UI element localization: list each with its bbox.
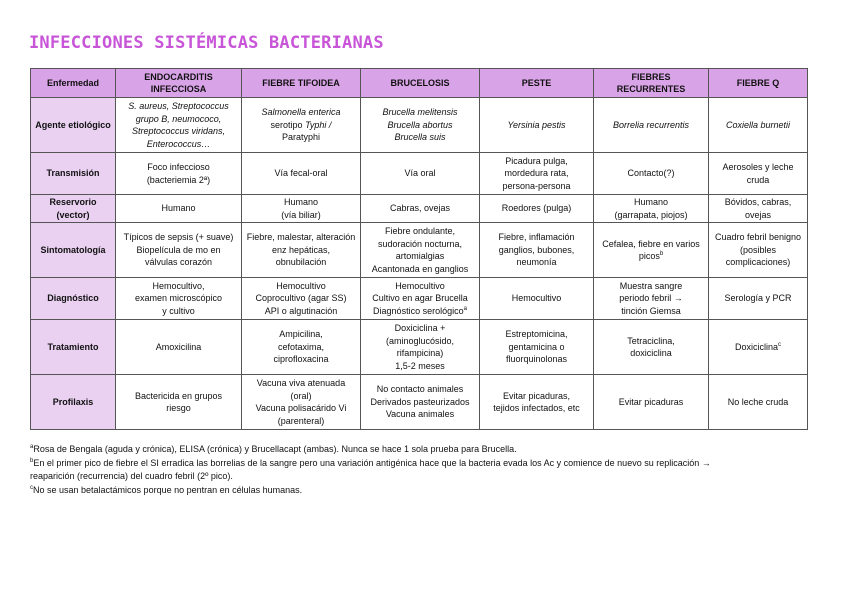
- cell-text: Bactericida en grupos: [134, 390, 223, 401]
- cell-text: Hemocultivo: [395, 280, 445, 291]
- cell-sintomatologia-tifoidea: Fiebre, malestar, alteración enz hepáticas, obnubilación: [242, 223, 361, 278]
- cell-agente-tifoidea: [242, 98, 361, 153]
- cell-text: serotipo: [270, 119, 303, 130]
- cell-text: (bacteriemia 2ª): [146, 174, 211, 185]
- row-profilaxis: [31, 375, 808, 430]
- cell-text: examen microscópico: [134, 293, 223, 304]
- row-label-sintomatologia: Sintomatología: [31, 223, 116, 278]
- cell-diagnostico-brucelosis: [361, 278, 480, 320]
- cell-diagnostico-fiebreq: Serología y PCR: [709, 278, 808, 320]
- cell-text: Coprocultivo (agar SS): [255, 293, 347, 304]
- cell-transmision-peste: [480, 153, 594, 195]
- row-tratamiento: [31, 320, 808, 375]
- footnote-text-b: En el primer pico de fiebre el SI erradica las borrelias de la sangre pero una variación antigénica hace que la bacteria evada los Ac y comience de nuevo su replicación →: [33, 457, 711, 468]
- cell-text: Brucella suis: [394, 132, 446, 143]
- cell-text: Salmonella enterica: [261, 107, 341, 118]
- cell-sintomatologia-fiebreq: Cuadro febril benigno (posibles complicaciones): [709, 223, 808, 278]
- infections-table: [30, 68, 808, 430]
- footnote-b: [30, 457, 810, 471]
- cell-profilaxis-peste: [480, 375, 594, 430]
- cell-text: gentamicina o: [508, 341, 565, 352]
- cell-agente-peste: Yersinia pestis: [480, 98, 594, 153]
- footnote-a: [30, 443, 810, 457]
- cell-text: Acantonada en ganglios: [371, 263, 469, 274]
- cell-text: Vacuna animales: [385, 409, 455, 420]
- footnote-ref-c: c: [778, 341, 781, 348]
- cell-text: Brucella melitensis: [382, 107, 458, 118]
- cell-tratamiento-tifoidea: [242, 320, 361, 375]
- cell-text: Estreptomicina,: [505, 329, 568, 340]
- cell-text: mordedura rata,: [504, 168, 569, 179]
- cell-text: ciprofloxacina: [273, 354, 329, 365]
- cell-text: 1,5-2 meses: [395, 360, 445, 371]
- cell-text: ovejas: [744, 209, 771, 220]
- cell-text: Tetraciclina,: [627, 335, 675, 346]
- row-agente: [31, 98, 808, 153]
- cell-agente-brucelosis: [361, 98, 480, 153]
- cell-text: No contacto animales: [376, 384, 464, 395]
- header-fiebre-tifoidea: FIEBRE TIFOIDEA: [242, 69, 361, 98]
- cell-sintomatologia-peste: Fiebre, inflamación ganglios, bubones, neumonía: [480, 223, 594, 278]
- cell-text: cruda: [746, 174, 770, 185]
- cell-profilaxis-tifoidea: [242, 375, 361, 430]
- cell-text: rifampicina): [396, 348, 444, 358]
- cell-text: periodo febril →: [619, 293, 683, 304]
- cell-text: (garrapata, piojos): [614, 209, 688, 220]
- row-label-tratamiento: Tratamiento: [31, 320, 116, 375]
- cell-reservorio-fiebreq: [709, 195, 808, 223]
- cell-diagnostico-endocarditis: [116, 278, 242, 320]
- header-fiebres-recurrentes: FIEBRES RECURRENTES: [594, 69, 709, 98]
- page-title: INFECCIONES SISTÉMICAS BACTERIANAS: [29, 33, 384, 53]
- cell-reservorio-brucelosis: Cabras, ovejas: [361, 195, 480, 223]
- cell-text: Biopelícula de mo en válvulas corazón: [136, 244, 221, 268]
- cell-diagnostico-recurrentes: [594, 278, 709, 320]
- footnote-ref-a: a: [463, 305, 467, 312]
- cell-text: Foco infeccioso: [147, 162, 210, 172]
- cell-sintomatologia-endocarditis: [116, 223, 242, 278]
- cell-text: Muestra sangre: [619, 280, 683, 291]
- row-label-diagnostico: Diagnóstico: [31, 278, 116, 320]
- cell-text: Hemocultivo,: [152, 280, 205, 291]
- cell-transmision-brucelosis: Vía oral: [361, 153, 480, 195]
- footnotes: [30, 443, 810, 497]
- cell-text: Aerosoles y leche: [722, 162, 794, 172]
- row-label-transmision: Transmisión: [31, 153, 116, 195]
- cell-text: Humano: [283, 197, 319, 207]
- header-row: [31, 69, 808, 98]
- cell-text: (parenteral): [277, 415, 325, 426]
- cell-text: persona-persona: [502, 180, 571, 191]
- footnote-b-continued: reaparición (recurrencia) del cuadro febril (2º pico).: [30, 471, 233, 481]
- cell-text: cefotaxima,: [277, 341, 325, 352]
- cell-text: tejidos infectados, etc: [493, 403, 580, 413]
- cell-text: Derivados pasteurizados: [370, 396, 470, 407]
- cell-sintomatologia-brucelosis: [361, 223, 480, 278]
- cell-transmision-endocarditis: [116, 153, 242, 195]
- cell-text: Doxiciclina +: [394, 323, 446, 333]
- cell-text: fluorquinolonas: [505, 354, 568, 365]
- footnote-text-c: No se usan betalactámicos porque no pentran en células humanas.: [33, 484, 303, 495]
- cell-text: Brucella abortus: [387, 119, 453, 130]
- cell-text: Diagnóstico serológico: [373, 305, 464, 316]
- header-endocarditis: ENDOCARDITIS INFECCIOSA: [116, 69, 242, 98]
- cell-profilaxis-endocarditis: [116, 375, 242, 430]
- row-diagnostico: [31, 278, 808, 320]
- row-label-agente: Agente etiológico: [31, 98, 116, 153]
- footnote-mark-a: a: [30, 444, 34, 450]
- cell-text: Vacuna viva atenuada: [256, 378, 346, 388]
- footnote-mark-b: b: [30, 457, 34, 464]
- footnote-mark-c: c: [30, 484, 33, 491]
- cell-text: Evitar picaduras,: [502, 390, 571, 401]
- cell-text: Cultivo en agar Brucella: [372, 293, 468, 304]
- cell-text: riesgo: [166, 403, 191, 413]
- cell-tratamiento-brucelosis: [361, 320, 480, 375]
- cell-text: tinción Giemsa: [621, 305, 681, 316]
- row-sintomatologia: [31, 223, 808, 278]
- cell-text: API o algutinación: [264, 305, 338, 316]
- cell-reservorio-peste: Roedores (pulga): [480, 195, 594, 223]
- cell-text: Ampicilina,: [279, 329, 323, 340]
- cell-agente-recurrentes: Borrelia recurrentis: [594, 98, 709, 153]
- cell-text: Bóvidos, cabras,: [724, 197, 792, 207]
- cell-text: Doxiciclina: [734, 341, 778, 352]
- cell-text: Fiebre ondulante, sudoración nocturna, artomialgias: [377, 226, 463, 261]
- cell-profilaxis-brucelosis: [361, 375, 480, 430]
- cell-text-with-ref: [365, 305, 475, 318]
- cell-transmision-fiebreq: [709, 153, 808, 195]
- cell-text: Vacuna polisacárido Vi: [255, 403, 347, 413]
- footnote-text-a: Rosa de Bengala (aguda y crónica), ELISA (crónica) y Brucellacapt (ambas). Nunca se hace 1 sola prueba para Brucella.: [33, 444, 517, 454]
- cell-text: Cefalea, fiebre en varios picos: [602, 238, 700, 261]
- cell-profilaxis-fiebreq: No leche cruda: [709, 375, 808, 430]
- cell-text: Paratyphi: [281, 132, 321, 143]
- cell-transmision-recurrentes: Contacto(?): [594, 153, 709, 195]
- cell-reservorio-endocarditis: Humano: [116, 195, 242, 223]
- cell-diagnostico-peste: Hemocultivo: [480, 278, 594, 320]
- cell-text: Humano: [633, 197, 669, 207]
- cell-text: (vía biliar): [281, 209, 321, 220]
- cell-sintomatologia-recurrentes: [594, 223, 709, 278]
- header-enfermedad: Enfermedad: [31, 69, 116, 98]
- cell-text: Hemocultivo: [276, 280, 326, 291]
- cell-tratamiento-endocarditis: Amoxicilina: [116, 320, 242, 375]
- cell-text: Typhi /: [305, 119, 332, 130]
- cell-reservorio-tifoidea: [242, 195, 361, 223]
- footnote-c: [30, 484, 810, 498]
- row-label-reservorio: Reservorio (vector): [31, 195, 116, 223]
- cell-tratamiento-fiebreq: [709, 320, 808, 375]
- cell-profilaxis-recurrentes: Evitar picaduras: [594, 375, 709, 430]
- header-peste: PESTE: [480, 69, 594, 98]
- cell-text: doxiciclina: [630, 348, 672, 358]
- cell-transmision-tifoidea: Vía fecal-oral: [242, 153, 361, 195]
- row-label-profilaxis: Profilaxis: [31, 375, 116, 430]
- footnote-ref-b: b: [659, 251, 664, 257]
- cell-agente-endocarditis: S. aureus, Streptococcus grupo B, neumococo, Streptococcus viridans, Enterococcus…: [116, 98, 242, 153]
- cell-reservorio-recurrentes: [594, 195, 709, 223]
- header-brucelosis: BRUCELOSIS: [361, 69, 480, 98]
- header-fiebre-q: FIEBRE Q: [709, 69, 808, 98]
- cell-agente-fiebreq: Coxiella burnetii: [709, 98, 808, 153]
- cell-text: (aminoglucósido,: [385, 335, 455, 346]
- cell-tratamiento-recurrentes: [594, 320, 709, 375]
- cell-diagnostico-tifoidea: [242, 278, 361, 320]
- row-reservorio: [31, 195, 808, 223]
- cell-text: Típicos de sepsis (+ suave): [123, 232, 234, 243]
- cell-tratamiento-peste: [480, 320, 594, 375]
- cell-text: (oral): [290, 390, 312, 401]
- row-transmision: [31, 153, 808, 195]
- cell-text: y cultivo: [162, 305, 195, 316]
- cell-text: Picadura pulga,: [505, 155, 568, 166]
